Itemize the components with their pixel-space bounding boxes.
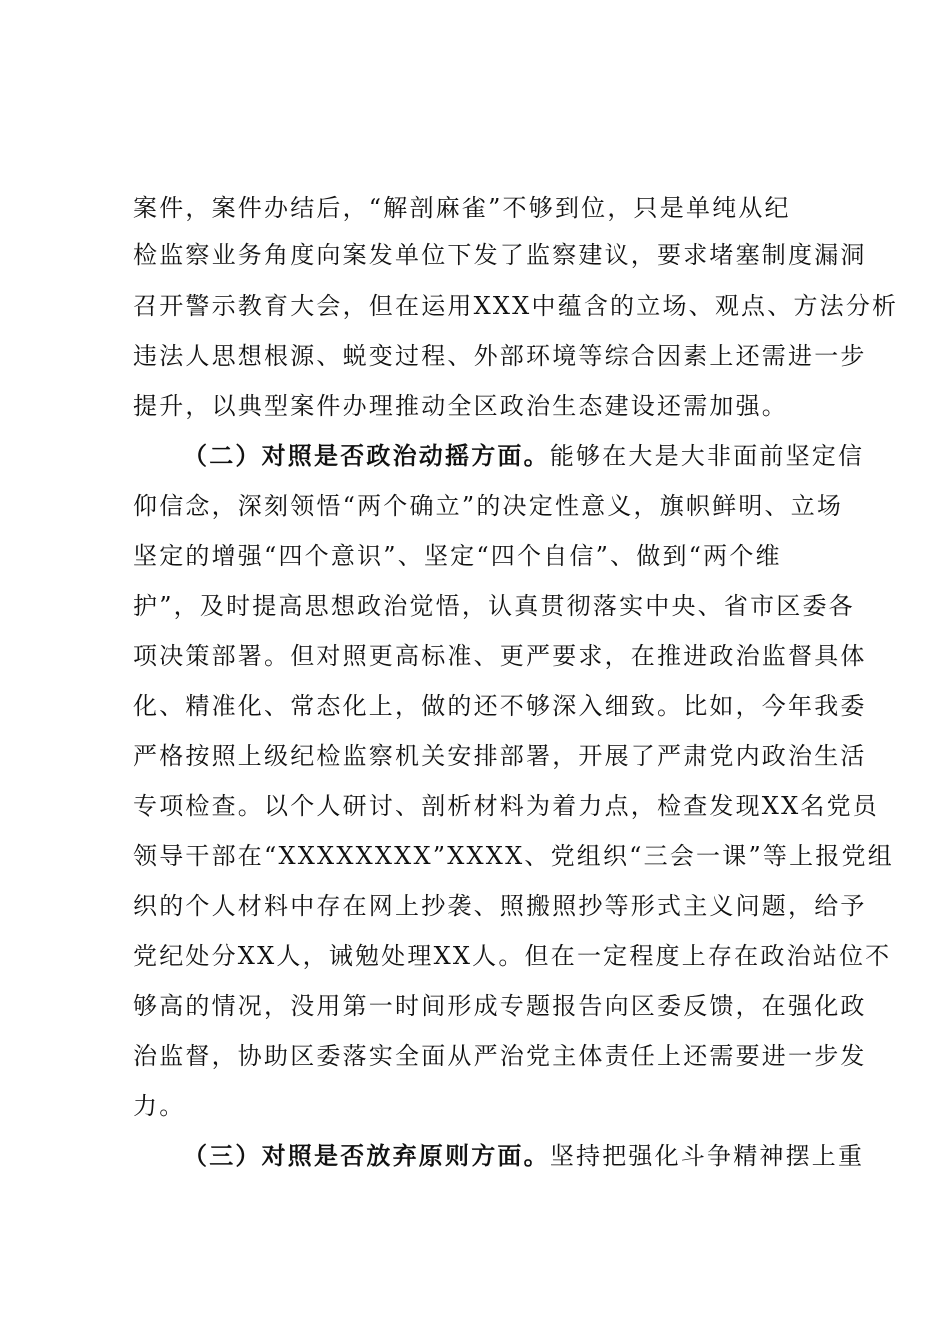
- body-text-line: 护”，及时提高思想政治觉悟，认真贯彻落实中央、省市区委各: [133, 592, 855, 620]
- body-text-line: 项决策部署。但对照更高标准、更严要求，在推进政治监督具体: [133, 642, 867, 670]
- body-text-line: 严格按照上级纪检监察机关安排部署，开展了严肃党内政治生活: [133, 742, 867, 770]
- body-text-line: 领导干部在“XXXXXXXX”XXXX、党组织“三会一课”等上报党组: [133, 842, 894, 870]
- body-text-line: 化、精准化、常态化上，做的还不够深入细致。比如，今年我委: [133, 692, 867, 720]
- body-text-line: 案件，案件办结后，“解剖麻雀”不够到位，只是单纯从纪: [133, 194, 791, 222]
- section-2-heading: （二）对照是否政治动摇方面。: [183, 441, 550, 470]
- body-text-line: 织的个人材料中存在网上抄袭、照搬照抄等形式主义问题，给予: [133, 892, 867, 920]
- section-3-first-line-text: 坚持把强化斗争精神摆上重: [549, 1142, 865, 1170]
- body-text-line: 治监督，协助区委落实全面从严治党主体责任上还需要进一步发: [133, 1042, 867, 1070]
- body-text-line: 提升，以典型案件办理推动全区政治生态建设还需加强。: [133, 392, 788, 420]
- body-text-line: 违法人思想根源、蜕变过程、外部环境等综合因素上还需进一步: [133, 342, 867, 370]
- section-2-first-line-text: 能够在大是大非面前坚定信: [549, 442, 865, 470]
- section-2-first-line: [183, 436, 865, 476]
- body-text-line: 够高的情况，没用第一时间形成专题报告向区委反馈，在强化政: [133, 992, 867, 1020]
- body-text-line: 坚定的增强“四个意识”、坚定“四个自信”、做到“两个维: [133, 542, 782, 570]
- body-text-line: 召开警示教育大会，但在运用XXX中蕴含的立场、观点、方法分析: [133, 292, 899, 320]
- body-text-line: 检监察业务角度向案发单位下发了监察建议，要求堵塞制度漏洞: [133, 241, 867, 269]
- body-text-line: 仰信念，深刻领悟“两个确立”的决定性意义，旗帜鲜明、立场: [133, 492, 844, 520]
- body-text-line: 党纪处分XX人，诫勉处理XX人。但在一定程度上存在政治站位不: [133, 942, 892, 970]
- section-3-heading: （三）对照是否放弃原则方面。: [183, 1141, 550, 1170]
- body-text-line: 专项检查。以个人研讨、剖析材料为着力点，检查发现XX名党员: [133, 792, 879, 820]
- section-3-first-line: [183, 1136, 865, 1176]
- body-text-line: 力。: [133, 1092, 186, 1120]
